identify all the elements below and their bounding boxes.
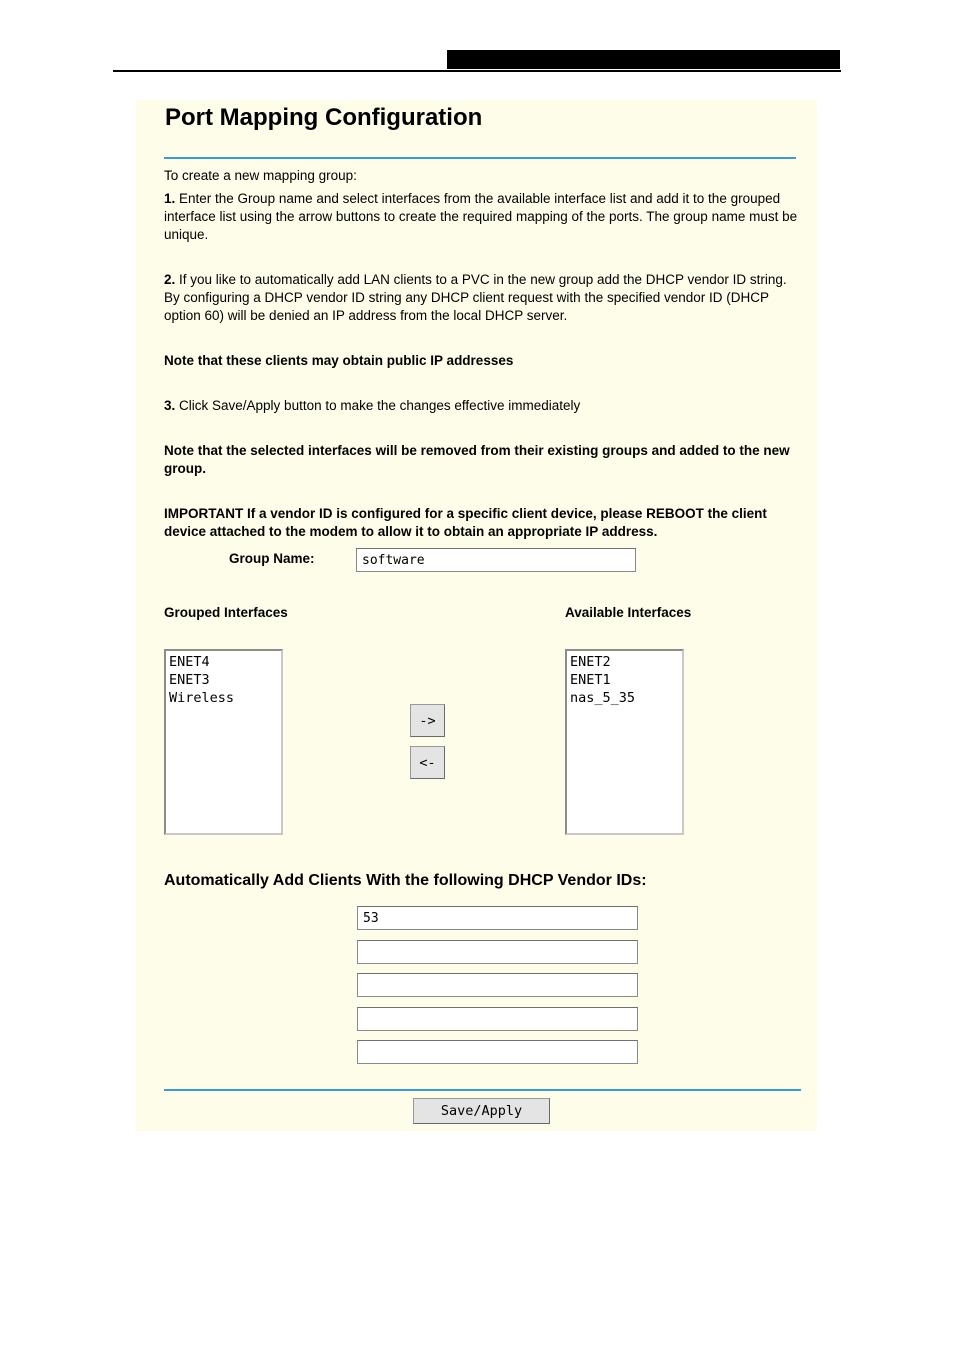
- list-item[interactable]: ENET1: [570, 672, 611, 688]
- vendor-id-input-3[interactable]: [357, 973, 638, 997]
- group-name-input[interactable]: [356, 548, 636, 572]
- top-divider: [164, 157, 796, 159]
- step-1-text: [164, 190, 804, 244]
- available-interfaces-list[interactable]: [565, 649, 684, 835]
- header-rule: [113, 70, 841, 72]
- note-interfaces-removed: Note that the selected interfaces will be removed from their existing groups and added to the new group.: [164, 443, 790, 476]
- move-right-button[interactable]: ->: [410, 704, 445, 737]
- vendor-id-input-1[interactable]: [357, 906, 638, 930]
- grouped-interfaces-label: Grouped Interfaces: [164, 605, 288, 620]
- grouped-interfaces-list[interactable]: [164, 649, 283, 835]
- vendor-id-input-4[interactable]: [357, 1007, 638, 1031]
- step-1-number: 1.: [164, 191, 176, 206]
- save-apply-button[interactable]: Save/Apply: [413, 1098, 550, 1124]
- group-name-label: Group Name:: [229, 551, 315, 566]
- step-1-body: Enter the Group name and select interfaces from the available interface list and add it to the grouped interface list using the arrow buttons to create the required mapping of the ports. The group name must be unique.: [164, 191, 798, 242]
- available-interfaces-label: Available Interfaces: [565, 605, 692, 620]
- step-2-body: If you like to automatically add LAN clients to a PVC in the new group add the DHCP vendor ID string. By configuring a DHCP vendor ID string any DHCP client request with the specified vendor ID (DHCP option 60) will be denied an IP address from the local DHCP server.: [164, 272, 787, 323]
- vendor-id-input-5[interactable]: [357, 1040, 638, 1064]
- list-item[interactable]: ENET4: [169, 654, 210, 670]
- header-bar: [447, 50, 840, 69]
- intro-text: To create a new mapping group:: [164, 168, 357, 183]
- step-3-text: [164, 397, 804, 415]
- step-2-text: [164, 271, 804, 325]
- vendor-id-input-2[interactable]: [357, 940, 638, 964]
- step-3-number: 3.: [164, 398, 176, 413]
- list-item[interactable]: Wireless: [169, 690, 235, 706]
- note-public-ip: Note that these clients may obtain public IP addresses: [164, 353, 514, 368]
- move-left-button[interactable]: <-: [410, 746, 445, 779]
- step-2-number: 2.: [164, 272, 176, 287]
- page-title: Port Mapping Configuration: [165, 104, 483, 131]
- list-item[interactable]: ENET3: [169, 672, 210, 688]
- important-note: IMPORTANT If a vendor ID is configured for a specific client device, please REBOOT the client device attached to the modem to allow it to obtain an appropriate IP address.: [164, 506, 767, 539]
- list-item[interactable]: ENET2: [570, 654, 611, 670]
- bottom-divider: [164, 1089, 801, 1091]
- list-item[interactable]: nas_5_35: [570, 690, 636, 706]
- vendor-ids-title: Automatically Add Clients With the following DHCP Vendor IDs:: [164, 872, 647, 889]
- step-3-body: Click Save/Apply button to make the changes effective immediately: [175, 398, 581, 413]
